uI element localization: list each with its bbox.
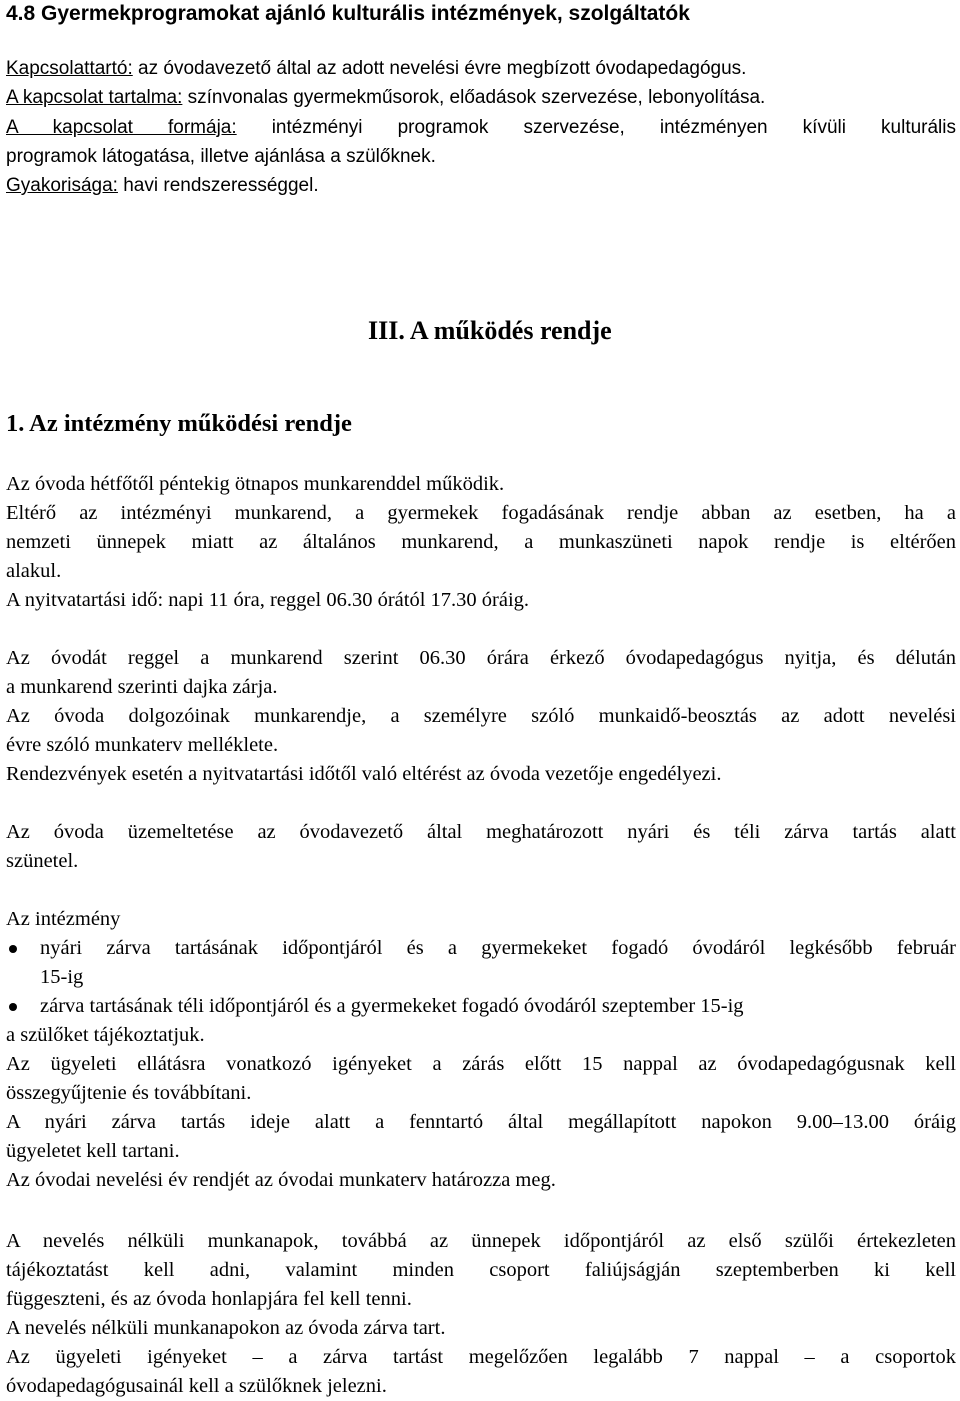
bullet-dot-icon <box>9 1003 17 1011</box>
paragraph-5-line-2: évre szóló munkaterv melléklete. <box>6 734 279 756</box>
bullet-1-line-2: 15-ig <box>40 966 84 988</box>
bullet-2-text: zárva tartásának téli időpontjáról és a gyermekeket fogadó óvodáról szeptember 15-ig <box>40 995 744 1017</box>
section-heading: 4.8 Gyermekprogramokat ajánló kulturális intézmények, szolgáltatók <box>6 2 690 25</box>
paragraph-5-line-1: Az óvoda dolgozóinak munkarendje, a személyre szóló munkaidő-beosztás az adott nevelési <box>6 705 956 727</box>
document-page <box>6 0 956 1400</box>
paragraph-13-line-1: A nevelés nélküli munkanapok, továbbá az ünnepek időpontjáról az első szülői értekezleten <box>6 1230 956 1252</box>
paragraph-2-line-1: Eltérő az intézményi munkarend, a gyermekek fogadásának rendje abban az esetben, ha a <box>6 502 956 524</box>
closure-bullet-list <box>6 934 956 1021</box>
bullet-item-2 <box>6 992 956 1021</box>
contact-text: az óvodavezető által az adott nevelési évre megbízott óvodapedagógus. <box>132 58 747 79</box>
paragraph-2-line-2: nemzeti ünnepek miatt az általános munkarend, a munkaszüneti napok rendje is eltérően <box>6 531 956 553</box>
paragraph-4-line-1: Az óvodát reggel a munkarend szerint 06.30 órára érkező óvodapedagógus nyitja, és délután <box>6 647 956 669</box>
part-title: III. A működés rendje <box>368 316 612 345</box>
paragraph-2-line-3: alakul. <box>6 560 62 582</box>
content-line <box>6 83 765 112</box>
paragraph-11-line-1: A nyári zárva tartás ideje alatt a fenntartó által megállapított napokon 9.00–13.00 óráig <box>6 1111 956 1133</box>
bullet-1-line-1: nyári zárva tartásának időpontjáról és a gyermekeket fogadó óvodáról legkésőbb február <box>40 937 956 959</box>
form-text-1: intézményi programok szervezése, intézményen kívüli kulturális <box>236 117 956 138</box>
paragraph-4-line-2: a munkarend szerinti dajka zárja. <box>6 676 278 698</box>
paragraph-14: A nevelés nélküli munkanapokon az óvoda zárva tart. <box>6 1317 446 1339</box>
paragraph-13-line-2: tájékoztatást kell adni, valamint minden csoport faliújságján szeptemberben ki kell <box>6 1259 956 1281</box>
subsection-title: 1. Az intézmény működési rendje <box>6 410 352 437</box>
content-label: A kapcsolat tartalma: <box>6 87 183 108</box>
paragraph-12: Az óvodai nevelési év rendjét az óvodai munkaterv határozza meg. <box>6 1169 556 1191</box>
paragraph-7-line-1: Az óvoda üzemeltetése az óvodavezető által meghatározott nyári és téli zárva tartás alatt <box>6 821 956 843</box>
contact-label: Kapcsolattartó: <box>6 58 133 79</box>
frequency-line <box>6 171 319 200</box>
bullet-dot-icon <box>9 945 17 953</box>
paragraph-15-line-1: Az ügyeleti igényeket – a zárva tartást megelőzően legalább 7 nappal – a csoportok <box>6 1346 956 1368</box>
contact-line <box>6 54 746 83</box>
paragraph-9: a szülőket tájékoztatjuk. <box>6 1024 205 1046</box>
bullet-item-1 <box>6 934 956 992</box>
frequency-label: Gyakorisága: <box>6 175 118 196</box>
paragraph-7-line-2: szünetel. <box>6 850 79 872</box>
paragraph-11-line-2: ügyeletet kell tartani. <box>6 1140 180 1162</box>
paragraph-8: Az intézmény <box>6 908 121 930</box>
content-text: színvonalas gyermekműsorok, előadások szervezése, lebonyolítása. <box>182 87 766 108</box>
paragraph-10-line-2: összegyűjtenie és továbbítani. <box>6 1082 252 1104</box>
paragraph-15-line-2: óvodapedagógusainál kell a szülőknek jelezni. <box>6 1375 387 1397</box>
form-line-1 <box>6 113 956 142</box>
paragraph-10-line-1: Az ügyeleti ellátásra vonatkozó igényeket a zárás előtt 15 nappal az óvodapedagógusnak kell <box>6 1053 956 1075</box>
frequency-text: havi rendszerességgel. <box>117 175 319 196</box>
paragraph-13-line-3: függeszteni, és az óvoda honlapjára fel kell tenni. <box>6 1288 412 1310</box>
paragraph-6: Rendezvények esetén a nyitvatartási időtől való eltérést az óvoda vezetője engedélyezi. <box>6 763 722 785</box>
form-label: A kapcsolat formája: <box>6 117 237 138</box>
form-line-2: programok látogatása, illetve ajánlása a szülőknek. <box>6 146 436 167</box>
paragraph-3: A nyitvatartási idő: napi 11 óra, reggel 06.30 órától 17.30 óráig. <box>6 589 530 611</box>
paragraph-1: Az óvoda hétfőtől péntekig ötnapos munkarenddel működik. <box>6 473 505 495</box>
